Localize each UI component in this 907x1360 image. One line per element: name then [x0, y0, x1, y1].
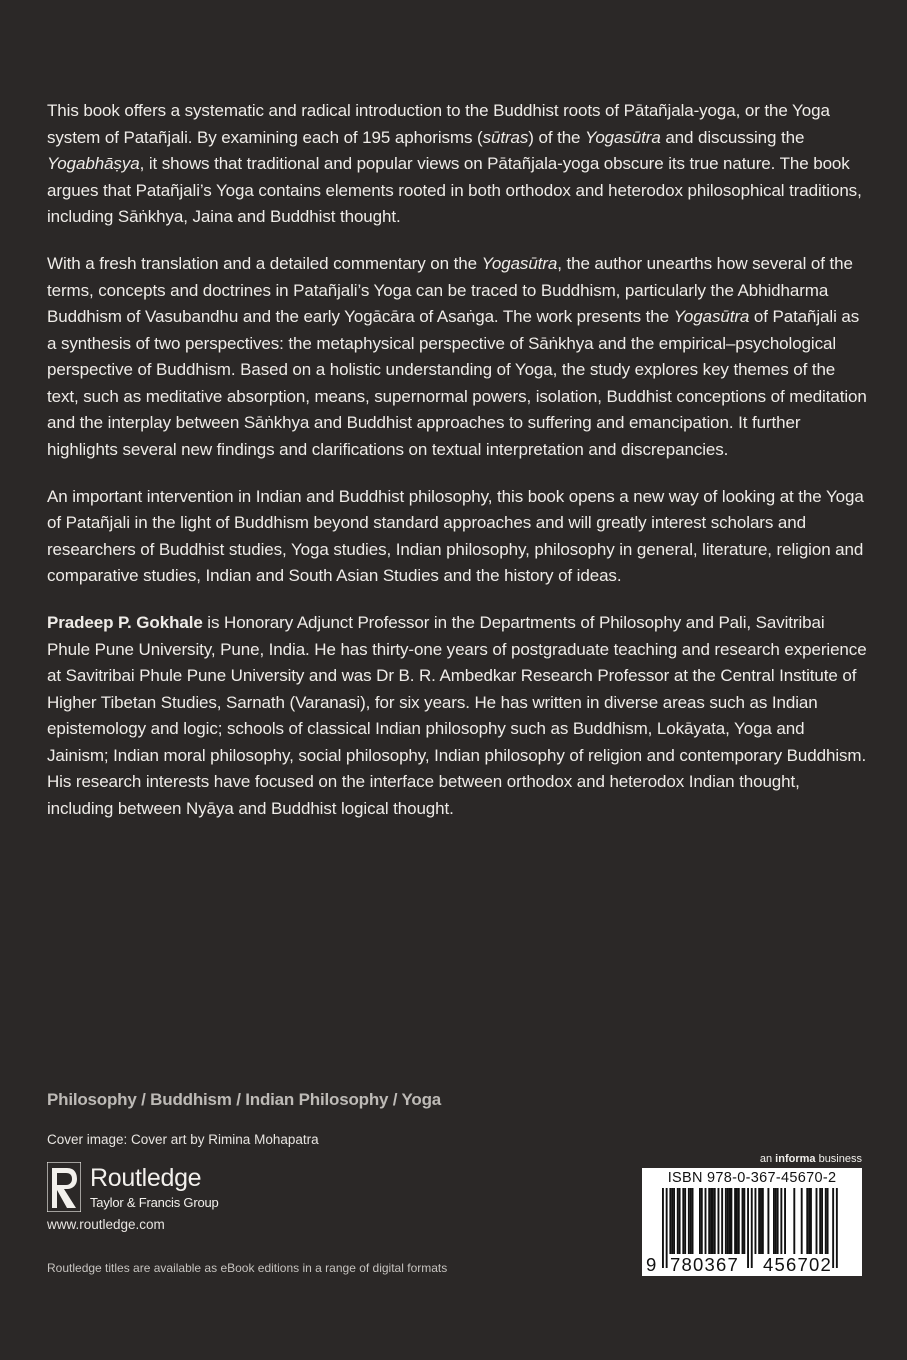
author-bio: Pradeep P. Gokhale is Honorary Adjunct Professor in the Departments of Philosophy and Pali, Savitribai Phule Pune University, Pune, India. He has thirty-one years of postgraduate teaching and research experience at Savitribai Phule Pune University and was Dr B. R. Ambedkar Research Professor at the Central Institute of Higher Tibetan Studies, Sarnath (Varanasi), for six years. He has written in diverse areas such as Indian epistemology and logic; schools of classical Indian philosophy such as Buddhism, Lokāyata, Yoga and Jainism; Indian moral philosophy, social philosophy, Indian philosophy of religion and contemporary Buddhism. His research interests have focused on the interface between orthodox and heterodox Indian thought, including between Nyāya and Buddhist logical thought.: [47, 613, 867, 818]
barcode-bar: [692, 1188, 694, 1254]
barcode-bar: [682, 1188, 684, 1254]
barcode-bar: [760, 1188, 762, 1254]
barcode-bar: [718, 1188, 720, 1254]
publisher-group: Taylor & Francis Group: [90, 1195, 219, 1210]
barcode-bar: [836, 1188, 838, 1268]
barcode-bar: [747, 1188, 749, 1268]
barcode-bar: [780, 1188, 782, 1254]
barcode-bar: [679, 1188, 681, 1254]
barcode-bar: [712, 1188, 714, 1254]
publisher-block: [47, 1162, 247, 1212]
barcode-bar: [729, 1188, 731, 1254]
barcode-bar: [673, 1188, 675, 1254]
barcode-bar: [825, 1188, 827, 1254]
barcode-bar: [666, 1188, 668, 1268]
barcode-bar: [801, 1188, 803, 1254]
barcode-bar: [742, 1188, 744, 1254]
barcode-bar: [773, 1188, 775, 1254]
barcode-bar: [832, 1188, 834, 1268]
barcode-bar: [751, 1188, 753, 1268]
barcode-bar: [721, 1188, 723, 1254]
barcode-bar: [688, 1188, 690, 1254]
barcode-bar: [793, 1188, 795, 1254]
barcode-bar: [755, 1188, 757, 1254]
barcode-bar: [762, 1188, 764, 1254]
publisher-website[interactable]: www.routledge.com: [47, 1217, 165, 1232]
barcode-bar: [816, 1188, 818, 1254]
barcode-bar: [708, 1188, 710, 1254]
informa-tagline: an informa business: [759, 1153, 862, 1165]
barcode-bar: [806, 1188, 808, 1254]
barcode-bar: [810, 1188, 812, 1254]
cover-credit: Cover image: Cover art by Rimina Mohapatra: [47, 1132, 319, 1147]
barcode-bar: [743, 1188, 745, 1254]
barcode-bar: [705, 1188, 707, 1254]
isbn-label: ISBN 978-0-367-45670-2: [667, 1170, 837, 1186]
publisher-name: Routledge: [90, 1164, 202, 1192]
barcode-bar: [690, 1188, 692, 1254]
isbn-barcode: [642, 1168, 862, 1276]
barcode-bar: [684, 1188, 686, 1254]
barcode-bar: [669, 1188, 671, 1254]
barcode-bar: [714, 1188, 716, 1254]
barcode-bar: [662, 1188, 664, 1268]
barcode-bar: [677, 1188, 679, 1254]
ebook-note: Routledge titles are available as eBook editions in a range of digital formats: [47, 1261, 448, 1275]
barcode-bar: [819, 1188, 821, 1254]
author-name: Pradeep P. Gokhale: [47, 613, 203, 632]
barcode-digits-right: 456702: [763, 1254, 832, 1275]
barcode-bar: [784, 1188, 786, 1254]
barcode-bar: [736, 1188, 738, 1254]
barcode-bar: [827, 1188, 829, 1254]
blurb-paragraph-1: This book offers a systematic and radical introduction to the Buddhist roots of Pātañjala-yoga, or the Yoga system of Patañjali. By examining each of 195 aphorisms (sūtras) of the Yogasūtra and discussing the Yogabhāṣya, it shows that traditional and popular views on Pātañjala-yoga obscure its true nature. The book argues that Patañjali’s Yoga contains elements rooted in both orthodox and heterodox philosophical traditions, including Sāṅkhya, Jaina and Buddhist thought.: [47, 101, 862, 226]
barcode-bar: [767, 1188, 769, 1254]
barcode-bar: [725, 1188, 727, 1254]
barcode-bar: [808, 1188, 810, 1254]
barcode-bar: [730, 1188, 732, 1254]
routledge-logo-icon: [47, 1162, 81, 1212]
back-cover-blurb: [47, 98, 867, 822]
blurb-paragraph-3: An important intervention in Indian and Buddhist philosophy, this book opens a new way of looking at the Yoga of Patañjali in the light of Buddhism beyond standard approaches and will greatly interest scholars and researchers of Buddhist studies, Yoga studies, Indian philosophy, philosophy in general, literature, religion and comparative studies, Indian and South Asian Studies and the history of ideas.: [47, 486, 864, 585]
barcode-bar: [758, 1188, 760, 1254]
subject-categories: Philosophy / Buddhism / Indian Philosophy / Yoga: [47, 1090, 442, 1109]
barcode-digit-prefix: 9: [646, 1254, 658, 1275]
barcode-bar: [727, 1188, 729, 1254]
barcode-digits-left: 780367: [670, 1254, 739, 1275]
barcode-bar: [777, 1188, 779, 1254]
barcode-bar: [738, 1188, 740, 1254]
blurb-paragraph-2: With a fresh translation and a detailed commentary on the Yogasūtra, the author unearths how several of the terms, concepts and doctrines in Patañjali’s Yoga can be traced to Buddhism, particularly the Abhidharma Buddhism of Vasubandhu and the early Yogācāra of Asaṅga. The work presents the Yogasūtra of Patañjali as a synthesis of two perspectives: the metaphysical perspective of Sāṅkhya and the empirical–psychological perspective of Buddhism. Based on a holistic understanding of Yoga, the study explores key themes of the text, such as meditative absorption, means, supernormal powers, isolation, Buddhist conceptions of meditation and the interplay between Sāṅkhya and Buddhist approaches to suffering and emancipation. It further highlights several new findings and clarifications on textual interpretation and discrepancies.: [47, 254, 867, 459]
barcode-bar: [734, 1188, 736, 1254]
barcode-bar: [710, 1188, 712, 1254]
barcode-bar: [699, 1188, 701, 1254]
barcode-bar: [821, 1188, 823, 1254]
barcode-bar: [701, 1188, 703, 1254]
barcode-bar: [671, 1188, 673, 1254]
barcode-bar: [775, 1188, 777, 1254]
